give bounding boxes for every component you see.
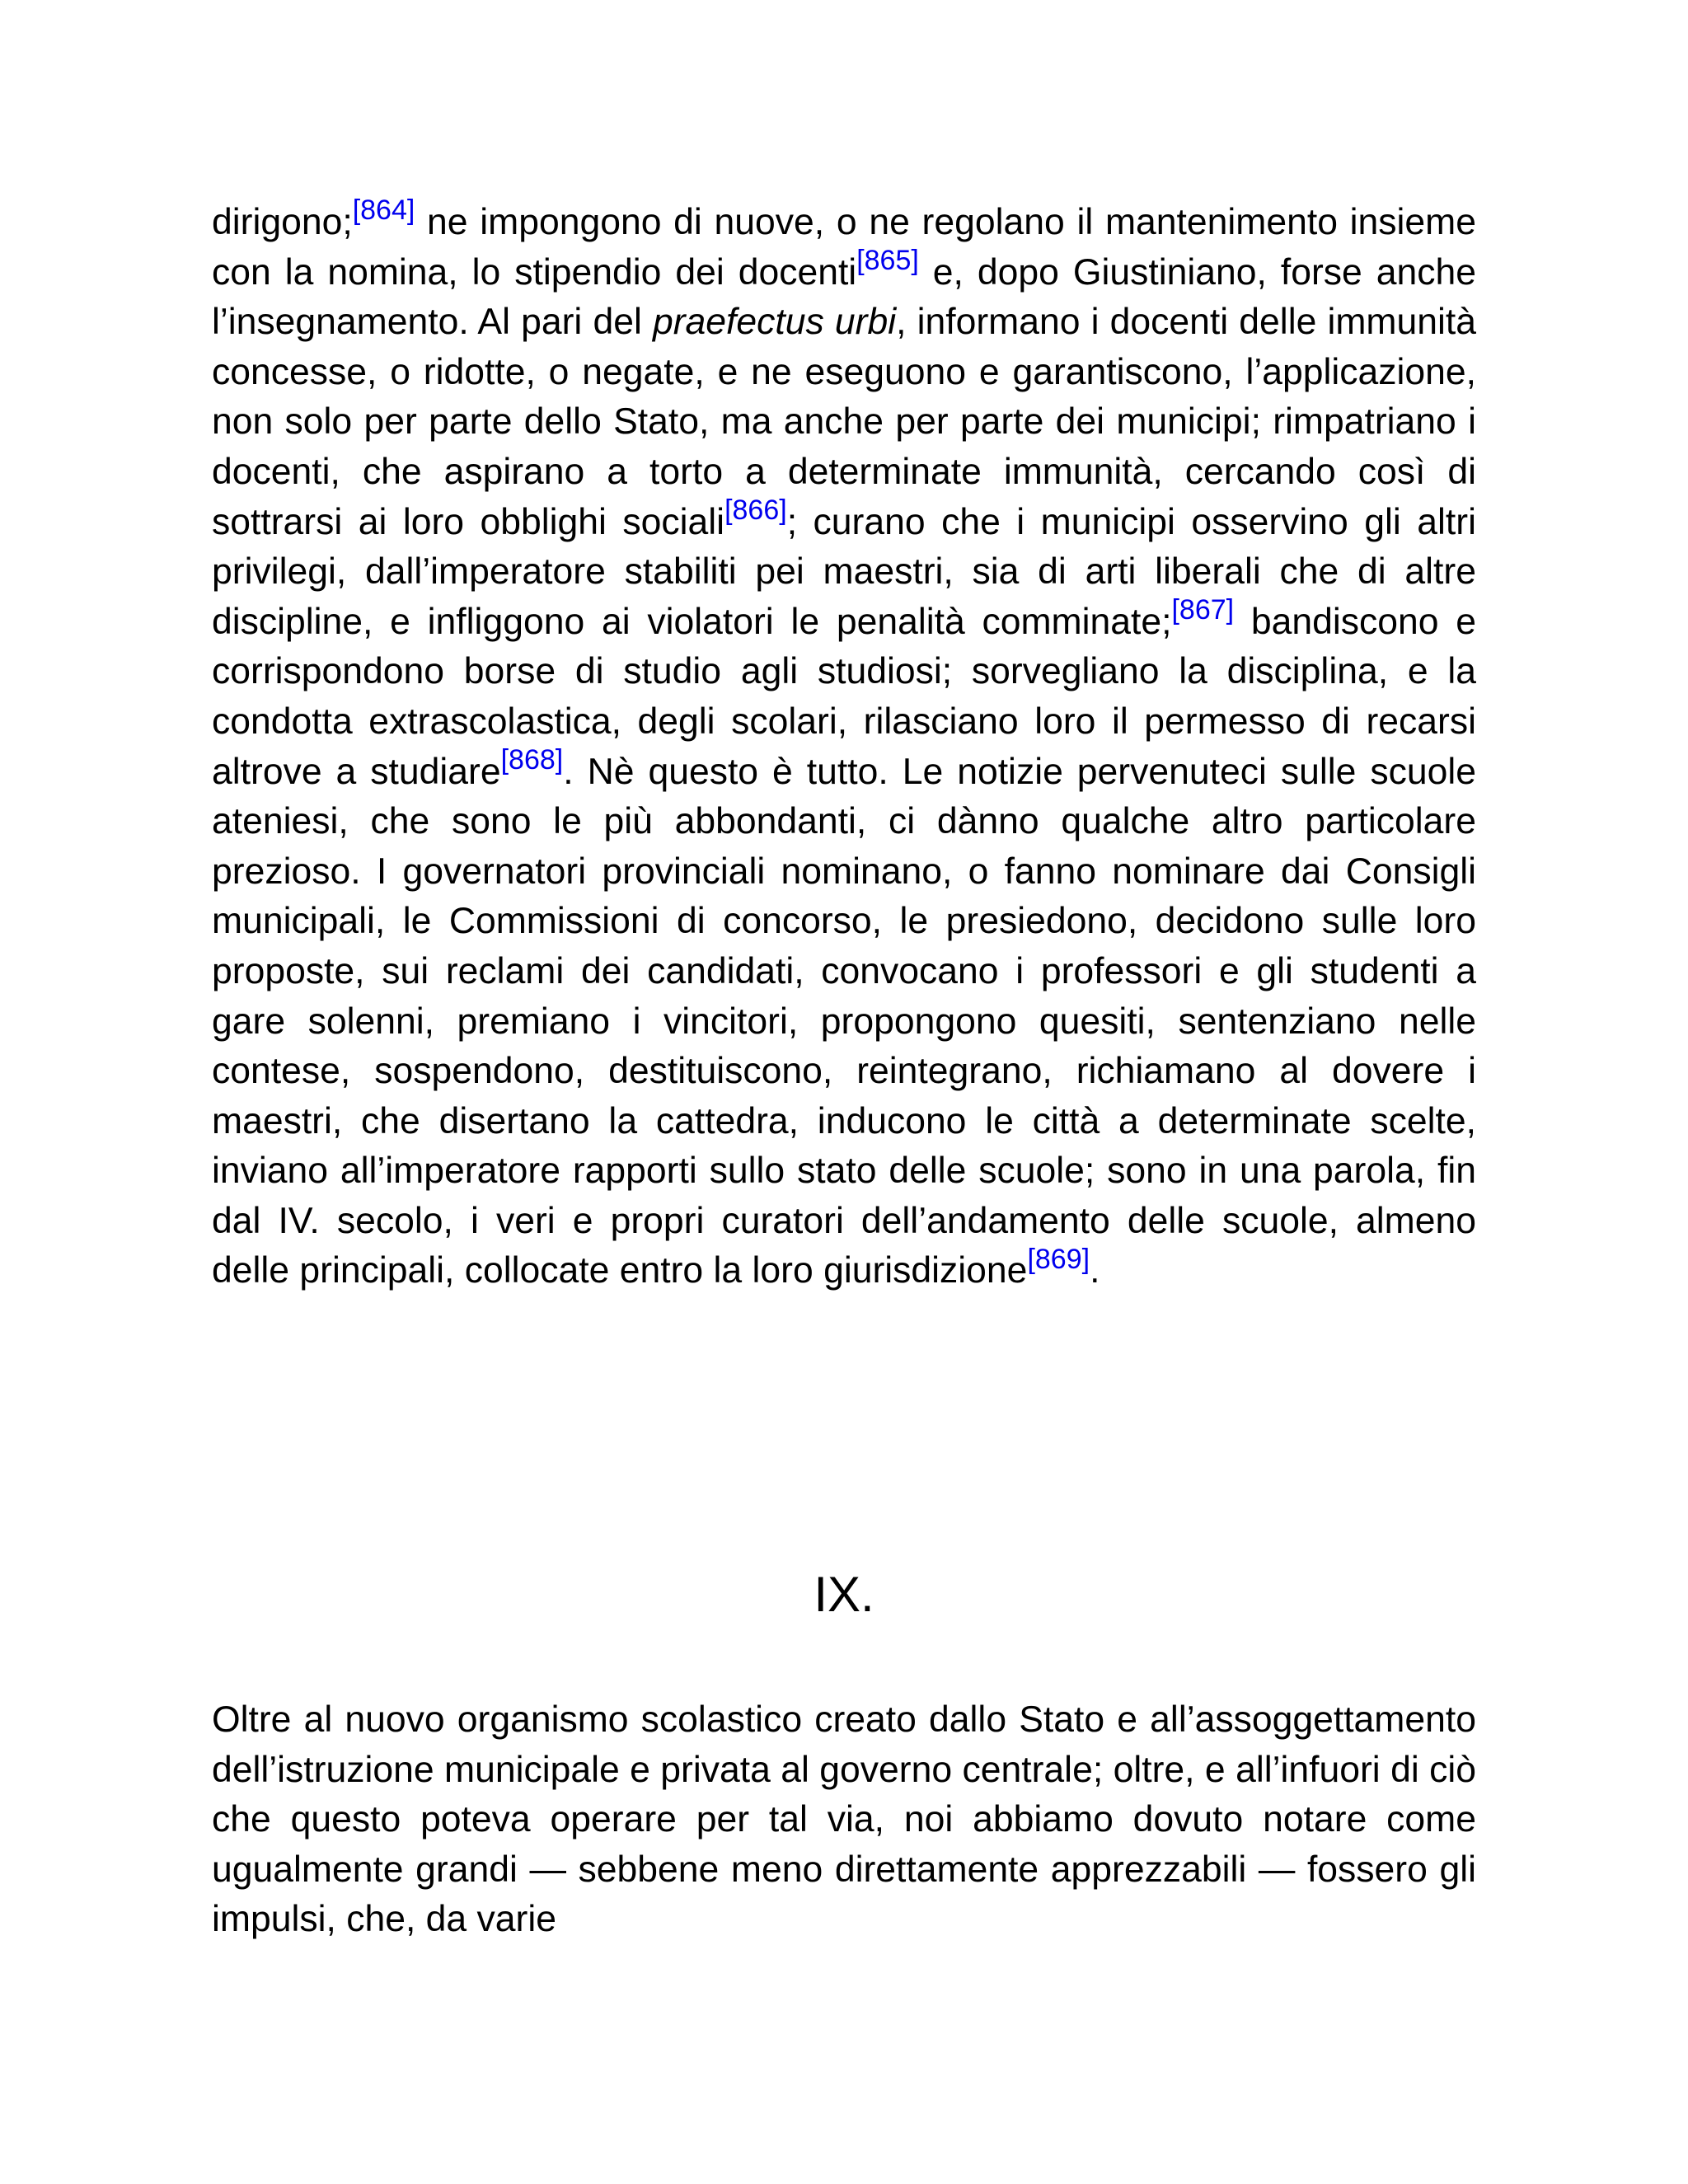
footnote-link-869[interactable]: [869] [1027, 1243, 1090, 1275]
footnote-ref-868[interactable] [501, 744, 564, 776]
text-segment: bandiscono e corrispondono borse di studio agli studiosi; sorvegliano la disciplina, e la condotta extrascolastica, degli scolari, rilasciano loro il permesso di recarsi altrove a studiare [212, 601, 1477, 792]
text-segment: . Nè questo è tutto. Le notizie pervenuteci sulle scuole ateniesi, che sono le più abbondanti, ci dànno qualche altro particolare prezioso. I governatori provinciali nominano, o fanno nominare dai Consigli municipali, le Commissioni di concorso, le presiedono, decidono sulle loro proposte, sui reclami dei candidati, convocano i professori e gli studenti a gare solenni, premiano i vincitori, propongono quesiti, sentenziano nelle contese, sospendono, destituiscono, reintegrano, richiamano al dovere i maestri, che disertano la cattedra, inducono le città a determinate scelte, inviano all’imperatore rapporti sullo stato delle scuole; sono in una parola, fin dal IV. secolo, i veri e propri curatori dell’andamento delle scuole, almeno delle principali, collocate entro la loro giurisdizione [212, 751, 1476, 1291]
footnote-link-867[interactable]: [867] [1171, 593, 1235, 626]
footnote-ref-869[interactable] [1027, 1244, 1090, 1275]
text-segment: , informano i docenti delle immunità concesse, o ridotte, o negate, e ne eseguono e garantiscono, l’applicazione, non solo per parte dello Stato, ma anche per parte dei municipi; rimpatriano i docenti, che aspirano a torto a determinate immunità, cercando così di sottrarsi ai loro obblighi sociali [212, 302, 1476, 542]
footnote-ref-865[interactable] [856, 245, 919, 276]
footnote-ref-866[interactable] [724, 494, 787, 526]
text-segment: ne impongono di nuove, o ne regolano il mantenimento insieme con la nomina, lo stipendio dei docenti [212, 202, 1476, 293]
footnote-link-868[interactable]: [868] [500, 743, 564, 776]
document-page [212, 194, 1477, 1940]
body-paragraph-1 [212, 194, 1477, 1296]
section-heading: IX. [814, 1567, 874, 1622]
text-segment: dirigono; [212, 202, 353, 242]
text-segment: . [1090, 1250, 1100, 1291]
footnote-link-866[interactable]: [866] [724, 494, 787, 526]
footnote-ref-867[interactable] [1171, 594, 1234, 626]
footnote-ref-864[interactable] [353, 194, 415, 226]
italic-term: praefectus urbi [652, 302, 897, 343]
footnote-link-864[interactable]: [864] [352, 194, 415, 227]
text-segment: ; curano che i municipi osservino gli altri privilegi, dall’imperatore stabiliti pei maestri, sia di arti liberali che di altre discipline, e infliggono ai violatori le penalità comminate; [212, 501, 1476, 642]
footnote-link-865[interactable]: [865] [856, 244, 919, 276]
body-paragraph-2: Oltre al nuovo organismo scolastico creato dallo Stato e all’assoggettamento dell’istruzione municipale e privata al governo centrale; oltre, e all’infuori di ciò che questo poteva operare per tal via, noi abbiamo dovuto notare come ugualmente grandi — sebbene meno direttamente apprezzabili — fossero gli impulsi, che, da varie [212, 1699, 1476, 1940]
text-segment: e, dopo Giustiniano, forse anche l’insegnamento. Al pari del [212, 251, 1476, 343]
